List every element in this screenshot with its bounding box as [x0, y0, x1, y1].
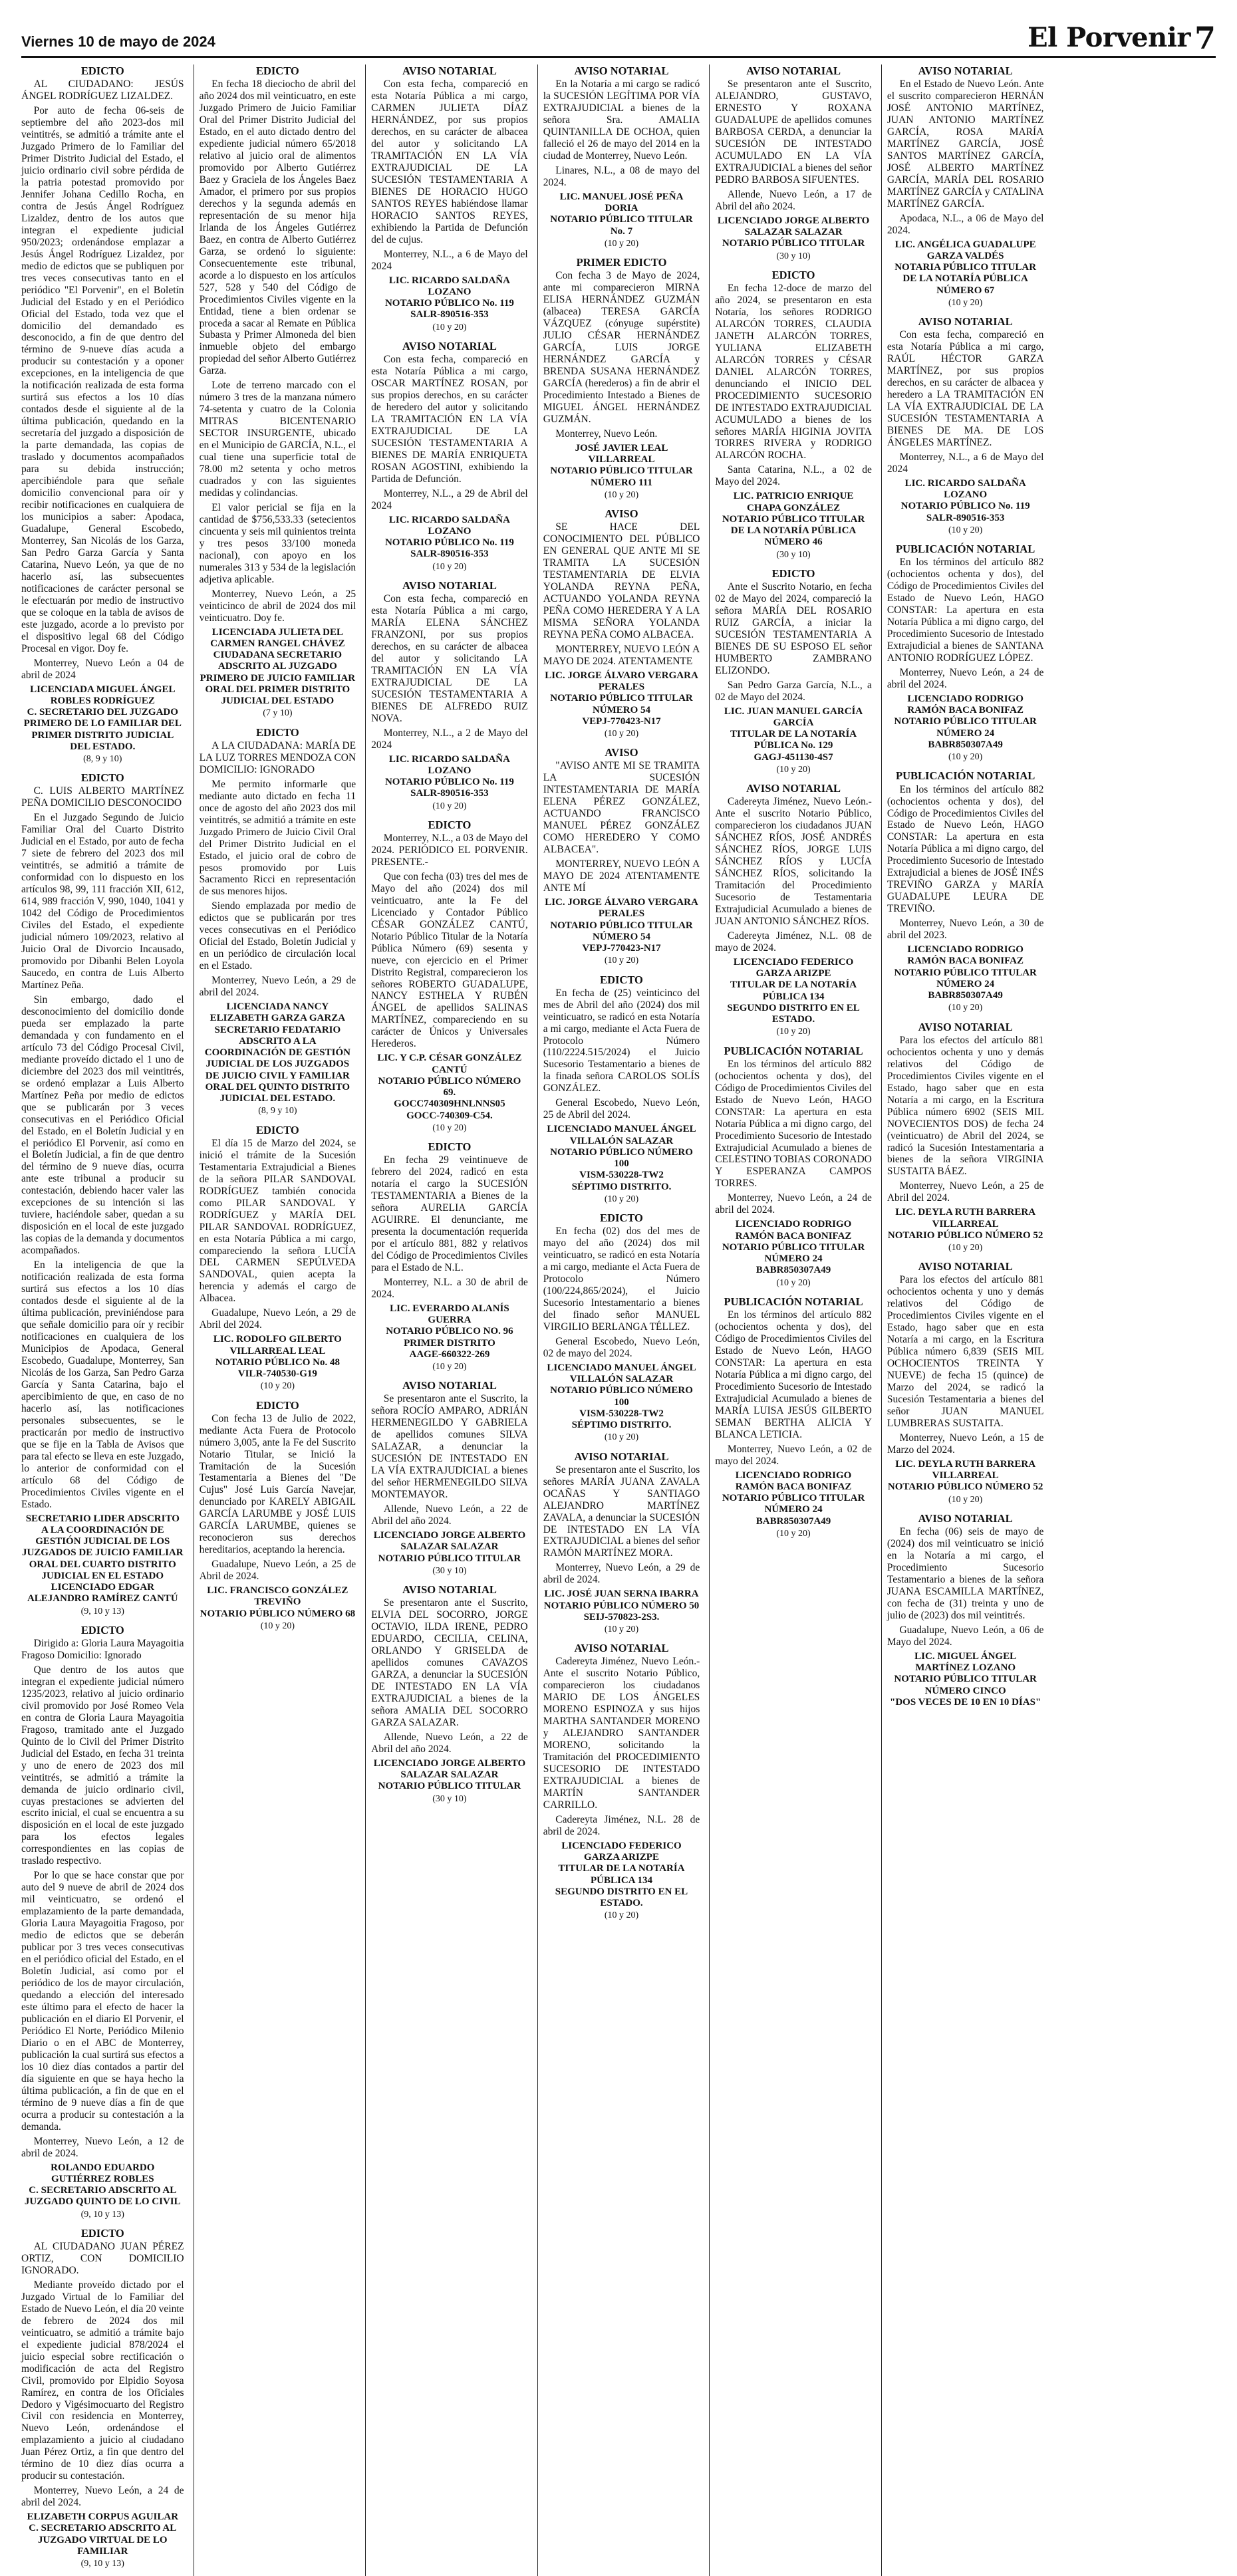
legal-notice [371, 1583, 528, 1805]
notice-paragraph: Monterrey, Nuevo León, a 24 de abril del 2024. [887, 667, 1044, 690]
notice-title: EDICTO [80, 771, 124, 785]
notice-signature: LICENCIADO JORGE ALBERTO SALAZAR SALAZAR NOTARIO PÚBLICO TITULAR [373, 1530, 526, 1564]
masthead [21, 19, 1216, 58]
notice-title: AVISO NOTARIAL [574, 1642, 669, 1655]
notice-paragraph: C. LUIS ALBERTO MARTÍNEZ PEÑA DOMICILIO DESCONOCIDO [21, 785, 184, 809]
legal-notice [21, 771, 184, 1616]
publication-dates: (8, 9 y 10) [83, 754, 122, 765]
notice-paragraph: A LA CIUDADANA: MARÍA DE LA LUZ TORRES MENDOZA CON DOMICILIO: IGNORADO [199, 739, 356, 775]
publication-dates: (9, 10 y 13) [80, 2209, 124, 2220]
legal-notice [715, 782, 872, 1037]
publication-dates: (30 y 10) [432, 1565, 467, 1576]
notice-signature: LICENCIADO FEDERICO GARZA ARIZPE TITULAR DE LA NOTARÍA PÚBLICA 134 SEGUNDO DISTRITO EN EL ESTADO. [727, 956, 860, 1025]
notice-signature: LIC. JOSÉ JUAN SERNA IBARRA NOTARIO PÚBLICO NÚMERO 50 SEIJ-570823-2S3. [543, 1589, 700, 1622]
legal-notice [371, 819, 528, 1134]
publication-dates: (10 y 20) [604, 1624, 639, 1635]
notice-signature: LIC. EVERARDO ALANÍS GUERRA NOTARIO PÚBLICO NO. 96 PRIMER DISTRITO AAGE-660322-269 [386, 1303, 513, 1360]
column-6 [881, 64, 1044, 2576]
legal-notice [543, 1450, 700, 1636]
publication-dates: (10 y 20) [604, 956, 639, 966]
notice-paragraph: Cadereyta Jiménez, N.L. 08 de mayo de 2024. [715, 930, 872, 954]
column-2 [194, 64, 356, 2576]
publication-dates: (10 y 20) [604, 238, 639, 249]
legal-notice [887, 543, 1044, 763]
notice-paragraph: Monterrey, Nuevo León, a 29 de abril de 2024. [543, 1562, 700, 1586]
publication-dates: (30 y 10) [776, 251, 811, 261]
notice-title: AVISO NOTARIAL [746, 64, 841, 77]
issue-date: Viernes 10 de mayo de 2024 [21, 33, 215, 50]
page-number: 7 [1194, 20, 1216, 56]
notice-title: AVISO NOTARIAL [402, 64, 497, 77]
publication-dates: (10 y 20) [776, 1027, 811, 1037]
notice-paragraph: Con esta fecha, compareció en esta Notaría Pública a mi cargo, MARÍA ELENA SÁNCHEZ FRANZONI, por sus propios derechos, en su carácter de albacea del autor y solicitando LA TRAMITACIÓN EN LA VÍA EXTRAJUDICIAL DE LA SUCESIÓN TESTAMENTARIA A BIENES DE ALFREDO RUIZ NOVA. [371, 592, 528, 724]
publication-dates: (30 y 10) [776, 549, 811, 560]
notice-title: AVISO NOTARIAL [918, 64, 1013, 77]
notice-paragraph: Monterrey, N.L., a 2 de Mayo del 2024 [371, 727, 528, 751]
notice-title: AVISO [605, 507, 638, 520]
notice-paragraph: Con esta fecha, compareció en esta Notaría Pública a mi cargo, OSCAR MARTÍNEZ ROSAN, por sus propios derechos, en su carácter de heredero del autor y solicitando LA TRAMITACIÓN EN LA VÍA EXTRAJUDICIAL DE LA SUCESIÓN TESTAMENTARIA A BIENES DE MARÍA ENRIQUETA ROSAN AGOSTINI, exhibiendo la Partida de Defunción. [371, 353, 528, 485]
notice-paragraph: General Escobedo, Nuevo León, 25 de Abril del 2024. [543, 1097, 700, 1121]
column-4 [537, 64, 700, 2576]
legal-notice [715, 1045, 872, 1289]
notice-paragraph: Santa Catarina, N.L., a 02 de Mayo del 2024. [715, 464, 872, 488]
notice-signature: ELIZABETH CORPUS AGUILAR C. SECRETARIO ADSCRITO AL JUZGADO VIRTUAL DE LO FAMILIAR [27, 2512, 179, 2557]
legal-notice [21, 2227, 184, 2570]
notice-paragraph: En fecha 12-doce de marzo del año 2024, se presentaron en esta Notaría, los señores RODRIGO ALARCÓN TORRES, CLAUDIA JANETH ALARCÓN TORRES, YULIANA ELIZABETH ALARCÓN TORRES y CÉSAR DANIEL ALARCÓN TORRES, denunciando el INICIO DEL PROCEDIMIENTO SUCESORIO DE INTESTADO EXTRAJUDICIAL ACUMULADO a bienes de los señores MARÍA HIGINIA JOVITA TORRES RIVERA y RODRIGO ALARCÓN ROCHA. [715, 282, 872, 461]
notice-signature: LICENCIADO RODRIGO RAMÓN BACA BONIFAZ NOTARIO PÚBLICO TITULAR NÚMERO 24 BABR850307A49 [722, 1470, 865, 1527]
notice-signature: LIC. JORGE ÁLVARO VERGARA PERALES NOTARIO PÚBLICO TITULAR NÚMERO 54 VEPJ-770423-N17 [545, 670, 698, 727]
notice-paragraph: Que dentro de los autos que integran el expediente judicial número 1235/2023, relativo al juicio ordinario civil promovido por José Romeo Vela en contra de Gloria Laura Mayagoitia Fragoso, tramitado ante el Juzgado Quinto de lo Civil del Primer Distrito Judicial del Estado, en fecha 31 treinta y uno de enero de 2023 dos mil veintitrés, se admitió a trámite la demanda de juicio ordinario civil, cuyas prestaciones se advierten del escrito inicial, el cual se encuentra a su disposición en el local de este juzgado para los efectos legales correspondientes en las copias de traslado respectivo. [21, 1664, 184, 1867]
publication-dates: (10 y 20) [260, 1381, 295, 1392]
notices-grid [21, 64, 1216, 2569]
publication-dates: (10 y 20) [604, 489, 639, 500]
notice-signature: LICENCIADO FEDERICO GARZA ARIZPE TITULAR DE LA NOTARÍA PÚBLICA 134 SEGUNDO DISTRITO EN EL ESTADO. [555, 1840, 688, 1909]
notice-signature: LICENCIADO JORGE ALBERTO SALAZAR SALAZAR NOTARIO PÚBLICO TITULAR [717, 215, 870, 249]
column-3 [365, 64, 528, 2576]
notice-paragraph: En fecha 29 veintinueve de febrero del 2024, radicó en esta notaría el cargo la SUCESIÓN TESTAMENTARIA a Bienes de la señora AURELIA GARCÍA AGUIRRE. El denunciante, me presenta la documentación requerida por el artículo 881, 882 y relativos del Código de Procedimientos Civiles para el Estado de N.L. [371, 1154, 528, 1273]
notice-paragraph: Allende, Nuevo León, a 22 de Abril del año 2024. [371, 1731, 528, 1755]
notice-signature: LIC. RICARDO SALDAÑA LOZANO NOTARIO PÚBLICO No. 119 SALR-890516-353 [384, 514, 514, 560]
notice-signature: LICENCIADA NANCY ELIZABETH GARZA GARZA SECRETARIO FEDATARIO ADSCRITO A LA COORDINACIÓN DE GESTIÓN JUDICIAL DE LOS JUZGADOS DE JUICIO CIVIL Y FAMILIAR ORAL DEL QUINTO DISTRITO JUDICIAL DEL ESTADO. [204, 1001, 350, 1104]
legal-notice [887, 315, 1044, 536]
publication-dates: (10 y 20) [432, 1362, 467, 1372]
notice-paragraph: En la Notaría a mi cargo se radicó la SUCESIÓN LEGÍTIMA POR VÍA EXTRAJUDICIAL a bienes de la señora Sra. AMALIA QUINTANILLA DE OCHOA, quien falleció el 26 de mayo del 2014 en la ciudad de Monterrey, Nuevo León. [543, 78, 700, 162]
publication-dates: (10 y 20) [604, 1194, 639, 1204]
legal-notice [371, 340, 528, 573]
publication-dates: (10 y 20) [948, 297, 983, 308]
legal-notice [371, 64, 528, 333]
notice-paragraph: Monterrey, Nuevo León, a 24 de abril del 2024. [21, 2485, 184, 2509]
notice-paragraph: SE HACE DEL CONOCIMIENTO DEL PÚBLICO EN GENERAL QUE ANTE MI SE TRAMITA LA SUCESIÓN TESTAMENTARIA DE ELVIA YOLANDA REYNA PEÑA, ACTUANDO YOLANDA REYNA PEÑA COMO HEREDERA Y A LA MISMA SEÑORA YOLANDA REYNA PEÑA COMO ALBACEA. [543, 521, 700, 640]
notice-paragraph: Monterrey, Nuevo León. [555, 428, 658, 440]
notice-paragraph: Para los efectos del artículo 881 ochocientos ochenta y uno y demás relativos del Código de Procedimientos Civiles vigente en el Estado, hago saber que en esta Notaría a mi cargo, en la Escritura Pública número 6902 (SEIS MIL NOVECIENTOS DOS) de fecha 24 (veinticuatro) de Abril del 2024, se radicó la Sucesión Intestamentaria a bienes de la señora VIRGINIA SUSTAITA BÁEZ. [887, 1034, 1044, 1178]
legal-notice [543, 64, 700, 249]
legal-notice [543, 746, 700, 966]
publication-dates: (10 y 20) [432, 561, 467, 572]
notice-paragraph: En fecha 18 dieciocho de abril del año 2024 dos mil veinticuatro, en este Juzgado Primero de Juicio Familiar Oral del Primer Distrito Judicial del Estado, en el auto dictado dentro del expediente judicial número 65/2018 relativo al juicio oral de alimentos promovido por Alberto Gutiérrez Baez y Graciela de los Ángeles Baez Amador, el primero por sus propios derechos y la segunda además en representación de su menor hija Irlanda de los Ángeles Gutiérrez Baez, en contra de Alberto Gutiérrez Garza, se ordenó lo siguiente: Consecuentemente este tribunal, acorde a lo dispuesto en los artículos 527, 528 y 540 del Código de Procedimientos Civiles vigente en la Entidad, tiene a bien ordenar se proceda a sacar al Remate en Pública Subasta y Primer Almoneda del bien inmueble objeto del embargo propiedad del señor Alberto Gutiérrez Garza. [199, 78, 356, 377]
notice-title: EDICTO [428, 1140, 472, 1154]
notice-paragraph: En el Estado de Nuevo León. Ante el suscrito comparecieron HERNÁN JOSÉ ANTONIO MARTÍNEZ, JUAN ANTONIO MARTÍNEZ GARCÍA, ROSA MARÍA MARTÍNEZ GARCÍA, JOSÉ SANTOS MARTÍNEZ GARCÍA, JOSÉ ALBERTO MARTÍNEZ GARCÍA, MARÍA DEL ROSARIO MARTÍNEZ GARCÍA y CATALINA MARTÍNEZ GARCÍA. [887, 78, 1044, 209]
notice-paragraph: Monterrey, Nuevo León, a 12 de abril de 2024. [21, 2135, 184, 2159]
notice-title: AVISO NOTARIAL [746, 782, 841, 795]
legal-notice [715, 1295, 872, 1539]
notice-signature: LIC. RICARDO SALDAÑA LOZANO NOTARIO PÚBLICO No. 119 SALR-890516-353 [384, 753, 514, 799]
notice-paragraph: Monterrey, Nuevo León, a 24 de abril del 2024. [715, 1192, 872, 1216]
notice-title: AVISO NOTARIAL [402, 1379, 497, 1392]
notice-title: EDICTO [771, 268, 815, 281]
notice-title: EDICTO [255, 1398, 299, 1412]
notice-signature: LIC. DEYLA RUTH BARRERA VILLARREAL NOTARIO PÚBLICO NÚMERO 52 [887, 1458, 1043, 1493]
notice-signature: LICENCIADO RODRIGO RAMÓN BACA BONIFAZ NOTARIO PÚBLICO TITULAR NÚMERO 24 BABR850307A49 [894, 944, 1037, 1001]
newspaper-logo [1028, 22, 1216, 56]
notice-signature: LIC. MIGUEL ÁNGEL MARTÍNEZ LOZANO NOTARIO PÚBLICO TITULAR NÚMERO CINCO "DOS VECES DE 10 EN 10 DÍAS" [890, 1650, 1041, 1708]
notice-paragraph: MONTERREY, NUEVO LEÓN A MAYO DE 2024. ATENTAMENTE [543, 643, 700, 667]
notice-signature: LIC. FRANCISCO GONZÁLEZ TREVIÑO NOTARIO PÚBLICO NÚMERO 68 [200, 1585, 356, 1619]
notice-paragraph: Monterrey, Nuevo León, a 02 de mayo del 2024. [715, 1443, 872, 1467]
notice-signature: LIC. ANGÉLICA GUADALUPE GARZA VALDÉS NOTARIA PÚBLICO TITULAR DE LA NOTARÍA PÚBLICA NÚMERO 67 [894, 239, 1037, 296]
notice-signature: LICENCIADA MIGUEL ÁNGEL ROBLES RODRÍGUEZ C. SECRETARIO DEL JUZGADO PRIMERO DE LO FAMILIAR DEL PRIMER DISTRITO JUDICIAL DEL ESTADO. [23, 684, 182, 752]
notice-paragraph: Monterrey, Nuevo León, a 15 de Marzo del 2024. [887, 1432, 1044, 1456]
notice-paragraph: Se presentaron ante el Suscrito, ALEJANDRO, GUSTAVO, ERNESTO Y ROXANA GUADALUPE de apellidos comunes BARBOSA CERDA, a denunciar la SUCESIÓN DE INTESTADO ACUMULADO EN LA VÍA EXTRAJUDICIAL a bienes del señor PEDRO BARBOSA SIFUENTES. [715, 78, 872, 186]
publication-dates: (10 y 20) [948, 752, 983, 763]
notice-title: EDICTO [600, 1212, 643, 1225]
legal-notice [715, 269, 872, 561]
notice-title: AVISO NOTARIAL [918, 1511, 1013, 1525]
legal-notice [371, 1140, 528, 1372]
publication-dates: (10 y 20) [604, 1432, 639, 1443]
column-5 [709, 64, 872, 2576]
notice-paragraph: Por lo que se hace constar que por auto del 9 nueve de abril de 2024 dos mil veinticuatro, se ordenó el emplazamiento de la parte demandada, Gloria Laura Mayagoitia Fragoso, por medio de edictos que se deberán publicar por 3 tres veces consecutivas en el periódico oficial del Estado, en el Boletín Judicial, así como por el periódico de los de mayor circulación, quedando a elección del interesado este último para el efecto de hacer la publicación en el diario El Porvenir, el Periódico El Norte, Periódico Milenio Diario o en el ABC de Monterrey, publicación la cual surtirá sus efectos a los 10 diez días contados a partir del día siguiente en que se haya hecho la última publicación, a fin de que en el término de 9 nueve días a fin de que ocurra a producir su contestación a la demanda. [21, 1870, 184, 2132]
notice-title: AVISO [605, 746, 638, 759]
publication-dates: (10 y 20) [948, 525, 983, 535]
publication-dates: (30 y 10) [432, 1793, 467, 1804]
publication-dates: (10 y 20) [776, 1277, 811, 1288]
legal-notice [887, 1021, 1044, 1254]
notice-signature: LICENCIADO MANUEL ÁNGEL VILLALÓN SALAZAR NOTARIO PÚBLICO NÚMERO 100 VISM-530228-TW2 SÉPTIMO DISTRITO. [547, 1362, 696, 1431]
notice-paragraph: En los términos del artículo 882 (ochocientos ochenta y dos), del Código de Procedimientos Civiles del Estado de Nuevo León, HAGO CONSTAR: La apertura en esta Notaría Pública a mi digno cargo, del Procedimiento Sucesorio de Intestado Extrajudicial a bienes de SANTANA ANTONIO RODRÍGUEZ LÓPEZ. [887, 557, 1044, 664]
legal-notice [200, 64, 356, 719]
legal-notice [543, 1642, 700, 1921]
notice-paragraph: El valor pericial se fija en la cantidad de $756,533.33 (setecientos cincuenta y seis mil quinientos treinta y tres pesos 33/100 moneda nacional), con apoyo en los numerales 313 y 534 de la legislación adjetiva aplicable. [199, 502, 356, 585]
notice-paragraph: AL CIUDADANO JUAN PÉREZ ORTIZ, CON DOMICILIO IGNORADO. [21, 2240, 184, 2276]
notice-title: EDICTO [600, 973, 643, 986]
notice-paragraph: En los términos del artículo 882 (ochocientos ochenta y dos), del Código de Procedimientos Civiles del Estado de Nuevo León, HAGO CONSTAR: La apertura en esta Notaría Pública a mi digno cargo, del Procedimiento Sucesorio de Intestado Extrajudicial Acumulado a bienes de MARÍA LUISA JESÚS GILBERTO SEMAN BERTHA ALICIA Y BLANCA LETICIA. [715, 1309, 872, 1440]
publication-dates: (7 y 10) [263, 708, 293, 719]
notice-signature: LIC. MANUEL JOSÉ PEÑA DORIA NOTARIO PÚBLICO TITULAR No. 7 [550, 191, 693, 237]
notice-paragraph: Siendo emplazada por medio de edictos que se publicarán por tres veces consecutivas en el Periódico Oficial del Estado, Boletín Judicial y en un periódico de circulación local en el Estado. [199, 900, 356, 972]
notice-title: EDICTO [428, 818, 472, 831]
notice-paragraph: Monterrey, N.L., a 6 de Mayo del 2024 [371, 248, 528, 272]
notice-paragraph: Allende, Nuevo León, a 22 de Abril del año 2024. [371, 1503, 528, 1527]
notice-paragraph: Con esta fecha, compareció en esta Notaría Pública a mi cargo, RAÚL HÉCTOR GARZA MARTÍNEZ, por sus propios derechos, en su carácter de albacea y heredero a LA TRAMITACIÓN EN LA VÍA EXTRAJUDICIAL DE LA SUCESIÓN TESTAMENTARIA A BIENES DE MA. DE LOS ÁNGELES MARTÍNEZ. [887, 329, 1044, 449]
notice-title: AVISO NOTARIAL [574, 1450, 669, 1463]
notice-title: AVISO NOTARIAL [918, 315, 1013, 328]
notice-title: PUBLICACIÓN NOTARIAL [896, 543, 1035, 556]
notice-paragraph: Cadereyta Jiménez, Nuevo León.- Ante el suscrito Notario Público, comparecieron los ciudadanos JUAN SÁNCHEZ RÍOS, JOSÉ ANDRÉS SÁNCHEZ RÍOS, JORGE LUIS SÁNCHEZ RÍOS y LUCÍA SÁNCHEZ RÍOS, solicitando la Tramitación del Procedimiento Sucesorio de Testamentaria Extrajudicial Acumulado a bienes de JUAN ANTONIO SÁNCHEZ RÍOS. [715, 796, 872, 927]
notice-paragraph: Guadalupe, Nuevo León, a 29 de Abril del 2024. [199, 1307, 356, 1331]
notice-paragraph: AL CIUDADANO: JESÚS ÁNGEL RODRÍGUEZ LIZALDEZ. [21, 78, 184, 102]
legal-notice [887, 64, 1044, 309]
legal-notice [200, 726, 356, 1117]
notice-title: EDICTO [80, 1623, 124, 1636]
notice-signature: LIC. PATRICIO ENRIQUE CHAPA GONZÁLEZ NOTARIO PÚBLICO TITULAR DE LA NOTARÍA PÚBLICA NÚMERO 46 [722, 491, 865, 548]
notice-paragraph: Monterrey, N.L., a 29 de Abril del 2024 [371, 487, 528, 511]
legal-notice [21, 64, 184, 765]
notice-signature: JOSÉ JAVIER LEAL VILLARREAL NOTARIO PÚBLICO TITULAR NÚMERO 111 [550, 442, 693, 488]
legal-notice [887, 1512, 1044, 1708]
notice-paragraph: Me permito informarle que mediante auto dictado en fecha 11 once de agosto del año 2023 dos mil veintitrés, se admitió a trámite en este Juzgado Primero de Juicio Civil Oral del Primer Distrito Judicial en el Estado, el juicio oral de cobro de pesos promovido por Luis Sacramento Ricci en representación de sus menores hijos. [199, 778, 356, 898]
legal-notice [543, 973, 700, 1206]
brand-name: El Porvenir [1028, 22, 1190, 53]
notice-title: EDICTO [80, 2226, 124, 2240]
notice-paragraph: Monterrey, Nuevo León, a 25 de Abril del 2024. [887, 1180, 1044, 1204]
legal-notice [21, 1624, 184, 2220]
notice-title: PUBLICACIÓN NOTARIAL [896, 769, 1035, 783]
notice-signature: LIC. Y C.P. CÉSAR GONZÁLEZ CANTÚ NOTARIO PÚBLICO NÚMERO 69. GOCC740309HNLNNS05 GOCC-740309-C54. [377, 1053, 522, 1121]
notice-paragraph: Monterrey, Nuevo León, a 29 de abril del 2024. [199, 975, 356, 999]
notice-paragraph: Monterrey, Nuevo León a 04 de abril de 2024 [21, 657, 184, 681]
notice-signature: LIC. RODOLFO GILBERTO VILLARREAL LEAL NOTARIO PÚBLICO No. 48 VILR-740530-G19 [213, 1334, 342, 1380]
notice-paragraph: Monterrey, N.L., a 6 de Mayo del 2024 [887, 451, 1044, 475]
notice-paragraph: "AVISO ANTE MI SE TRAMITA LA SUCESIÓN INTESTAMENTARIA DE MARÍA ELENA PÉREZ GONZÁLEZ, ACTUANDO FRANCISCO MANUEL PÉREZ GONZÁLEZ COMO HEREDERO Y COMO ALBACEA". [543, 760, 700, 856]
notice-paragraph: En fecha de (25) veinticinco del mes de Abril del año (2024) dos mil veinticuatro, se radicó en esta Notaría a mi cargo, mediante el Acta Fuera de Protocolo Número (110/2224.515/2024) el Juicio Sucesorio Testamentario a bienes de la finada señora CAROLOS SOLÍS GONZÁLEZ. [543, 987, 700, 1095]
notice-paragraph: Por auto de fecha 06-seis de septiembre del año 2023-dos mil veintitrés, se admitió a trámite ante el Juzgado Primero de lo Familiar del Primer Distrito Judicial del Estado, el juicio ordinario civil sobre pérdida de la patria potestad promovido por Jennifer Johana Cedillo Rocha, en contra de Jesús Ángel Rodríguez Lizaldez, dentro de los autos que integran el expediente judicial 950/2023; ordenándose emplazar a Jesús Ángel Rodríguez Lizaldez, por medio de edictos que se publiquen por tres veces consecutivas tanto en el periódico "El Porvenir", en el Boletín Judicial del Estado y en el Periódico Oficial del Estado, toda vez que el domicilio del demandado es desconocido, a fin de que dentro del término de 9-nueve días acuda a producir su contestación y a oponer excepciones, en la inteligencia de que la notificación realizada de esta forma surtirá sus efectos a los 10 días contados desde el siguiente al de la última publicación, quedando en la secretaría del juzgado a disposición de la parte demandada, las copias de traslado y documentos acompañados para su debida instrucción; apercibiéndole para que señale domicilio convencional para oír y recibir notificaciones en cualquiera de los municipios a saber: Apodaca, Guadalupe, General Escobedo, Monterrey, San Nicolás de los Garza, San Pedro Garza García y Santa Catarina, Nuevo León, ya que de no hacerlo así, las subsecuentes notificaciones de carácter personal se le efectuarán por medio de instructivo que se coloque en la tabla de avisos de este juzgado, acorde a lo previsto por el dispositivo legal 68 del Código Procesal en vigor. Doy fe. [21, 105, 184, 654]
publication-dates: (10 y 20) [776, 764, 811, 775]
notice-paragraph: Con esta fecha, compareció en esta Notaría Pública a mi cargo, CARMEN JULIETA DÍAZ HERNÁNDEZ, por sus propios derechos, en su carácter de albacea del autor y solicitando LA TRAMITACIÓN EN LA VÍA EXTRAJUDICIAL DE LA SUCESIÓN TESTAMENTARIA A BIENES DE HORACIO HUGO SANTOS REYES habiéndose llamar HORACIO SANTOS REYES, exhibiendo la Partida de Defunción del de cujus. [371, 78, 528, 245]
legal-notice [371, 579, 528, 812]
notice-paragraph: General Escobedo, Nuevo León, 02 de mayo del 2024. [543, 1335, 700, 1359]
notice-paragraph: Con fecha 13 de Julio de 2022, mediante Acta Fuera de Protocolo número 3,005, ante la Fe del Suscrito Notario Titular, se Inició la Tramitación de la Sucesión Testamentaria a Bienes del "De Cujus" José Luis García Navejar, denunciado por KARELY ABIGAIL GARCÍA LARUMBE y JOSÉ LUIS GARCÍA LARUMBE, quienes se reconocieron sus derechos hereditarios, aceptando la herencia. [199, 1412, 356, 1556]
notice-paragraph: Cadereyta Jiménez, N.L. 28 de abril de 2024. [543, 1814, 700, 1838]
legal-notice [543, 507, 700, 739]
notice-paragraph: Apodaca, N.L., a 06 de Mayo del 2024. [887, 212, 1044, 236]
publication-dates: (10 y 20) [948, 1494, 983, 1505]
publication-dates: (10 y 20) [260, 1620, 295, 1631]
publication-dates: (10 y 20) [948, 1003, 983, 1013]
publication-dates: (9, 10 y 13) [80, 2559, 124, 2569]
notice-paragraph: Allende, Nuevo León, a 17 de Abril del año 2024. [715, 188, 872, 212]
notice-paragraph: Dirigido a: Gloria Laura Mayagoitia Fragoso Domicilio: Ignorado [21, 1637, 184, 1661]
notice-title: EDICTO [255, 64, 299, 77]
notice-title: EDICTO [255, 1123, 299, 1136]
notice-paragraph: En fecha (06) seis de mayo de (2024) dos mil veinticuatro se inició en la Notaría a mi cargo, el Procedimiento Sucesorio Testamentario a bienes de la señora JUANA ESCAMILLA MARTÍNEZ, con fecha de (31) treinta y uno de julio de (2023) dos mil veintitrés. [887, 1526, 1044, 1621]
publication-dates: (10 y 20) [604, 1910, 639, 1921]
notice-signature: LIC. DEYLA RUTH BARRERA VILLARREAL NOTARIO PÚBLICO NÚMERO 52 [887, 1207, 1043, 1241]
notice-title: PRIMER EDICTO [576, 256, 667, 269]
notice-paragraph: Monterrey, Nuevo León, a 30 de abril del 2023. [887, 918, 1044, 942]
notice-paragraph: En el Juzgado Segundo de Juicio Familiar Oral del Cuarto Distrito Judicial en el Estado, por auto de fecha 7 siete de febrero del 2023 dos mil veintitrés, se admitió a trámite de conformidad con lo dispuesto en los artículos 98, 99, 111 fracción XII, 612, 614, 989 fracción V, 990, 1040, 1041 y 1042 del Código de Procedimientos Civiles del Estado, el expediente judicial número 109/2023, relativo al Juicio Oral de Divorcio Incausado, promovido por Dibanhi Belen Loyola Saucedo, en contra de Luis Alberto Martínez Peña. [21, 812, 184, 991]
legal-notice [887, 769, 1044, 1013]
notice-paragraph: Se presentaron ante el Suscrito, la señora ROCÍO AMPARO, ADRIÁN HERMENEGILDO Y GABRIELA de apellidos comunes SILVA SALAZAR, a denunciar la SUCESIÓN DE INTESTADO EN LA VÍA EXTRAJUDICIAL a bienes del señor HERMENEGILDO SILVA MONTEMAYOR. [371, 1393, 528, 1501]
publication-dates: (10 y 20) [432, 322, 467, 332]
notice-title: AVISO NOTARIAL [574, 64, 669, 77]
notice-paragraph: En los términos del artículo 882 (ochocientos ochenta y dos), del Código de Procedimientos Civiles del Estado de Nuevo León, HAGO CONSTAR: La apertura en esta Notaría Pública a mi digno cargo, del Procedimiento Sucesorio de Intestado Extrajudicial Acumulado a bienes de CELESTINO TOBIAS CORONADO Y ESPERANZA CAMPOS TORRES. [715, 1058, 872, 1190]
notice-signature: SECRETARIO LIDER ADSCRITO A LA COORDINACIÓN DE GESTIÓN JUDICIAL DE LOS JUZGADOS DE JUICIO FAMILIAR ORAL DEL CUARTO DISTRITO JUDICIAL EN EL ESTADO LICENCIADO EDGAR ALEJANDRO RAMÍREZ CANTÚ [21, 1513, 184, 1605]
publication-dates: (10 y 20) [432, 801, 467, 811]
notice-title: AVISO NOTARIAL [402, 1583, 497, 1597]
notice-paragraph: Monterrey, Nuevo León, a 25 veinticinco de abril de 2024 dos mil veinticuatro. Doy fe. [199, 588, 356, 624]
legal-notice [543, 256, 700, 501]
publication-dates: (8, 9 y 10) [258, 1106, 297, 1116]
notice-signature: LICENCIADO JORGE ALBERTO SALAZAR SALAZAR NOTARIO PÚBLICO TITULAR [373, 1757, 526, 1792]
legal-notice [200, 1399, 356, 1632]
notice-title: PUBLICACIÓN NOTARIAL [724, 1044, 863, 1057]
column-1 [21, 64, 184, 2576]
notice-signature: LIC. JUAN MANUEL GARCÍA GARCÍA TITULAR DE LA NOTARÍA PÚBLICA No. 129 GAGJ-451130-4S7 [724, 706, 863, 763]
legal-notice [200, 1124, 356, 1392]
notice-paragraph: Sin embargo, dado el desconocimiento del domicilio donde pueda ser emplazado la parte demandada y con fundamento en el artículo 73 del Código Procesal Civil, mediante proveído dictado el 1 uno de diciembre del 2023 dos mil veintitrés, se ordenó emplazar a Luis Alberto Martínez Peña por medio de edictos que se publicarán por 3 veces consecutivas en el Periódico Oficial del Estado, en el Boletín Judicial y en el periódico El Porvenir, así como en el Boletín Judicial, a fin de que dentro del término de 9 nueve días, ocurra ante este tribunal a producir su contestación, debiendo hacer valer las excepciones de su intención si las tuviere, haciéndole saber, quedan a su disposición en el local de este juzgado las copias de la demanda y documentos acompañados. [21, 993, 184, 1257]
publication-dates: (10 y 20) [948, 1243, 983, 1253]
notice-paragraph: En los términos del artículo 882 (ochocientos ochenta y dos), del Código de Procedimientos Civiles del Estado de Nuevo León, HAGO CONSTAR: La apertura en esta Notaría Pública a mi digno cargo, del Procedimiento Sucesorio de Intestado Extrajudicial a bienes de JOSÉ INÉS TREVIÑO GARZA y MARÍA GUADALUPE LEURA DE TREVIÑO. [887, 783, 1044, 915]
notice-paragraph: MONTERREY, NUEVO LEÓN A MAYO DE 2024 ATENTAMENTE ANTE MÍ [543, 858, 700, 894]
notice-title: AVISO NOTARIAL [402, 579, 497, 592]
notice-signature: LICENCIADA JULIETA DEL CARMEN RANGEL CHÁVEZ CIUDADANA SECRETARIO ADSCRITO AL JUZGADO PRIMERO DE JUICIO FAMILIAR ORAL DEL PRIMER DISTRITO JUDICIAL DEL ESTADO [200, 626, 356, 707]
notice-paragraph: Cadereyta Jiménez, Nuevo León.- Ante el suscrito Notario Público, comparecieron los ciudadanos MARIO DE LOS ÁNGELES MORENO ESPINOZA y sus hijos MARTHA SANTANDER MORENO y ALEJANDRO SANTANDER MORENO, solicitando la Tramitación del PROCEDIMIENTO SUCESORIO DE INTESTADO EXTRAJUDICIAL a bienes de MARTÍN SANTANDER CARRILLO. [543, 1656, 700, 1811]
publication-dates: (9, 10 y 13) [80, 1606, 124, 1616]
notice-paragraph: Ante el Suscrito Notario, en fecha 02 de Mayo del 2024, compareció la señora MARÍA DEL ROSARIO RUIZ GARCÍA, a iniciar la SUCESIÓN TESTAMENTARIA A BIENES DE SU ESPOSO EL señor HUMBERTO ZAMBRANO ELIZONDO. [715, 580, 872, 676]
legal-notice [371, 1379, 528, 1577]
notice-title: PUBLICACIÓN NOTARIAL [724, 1295, 863, 1308]
legal-notice [887, 1260, 1044, 1505]
notice-paragraph: Guadalupe, Nuevo León, a 06 de Mayo del 2024. [887, 1624, 1044, 1648]
legal-notice [715, 64, 872, 262]
notice-signature: LIC. JORGE ÁLVARO VERGARA PERALES NOTARIO PÚBLICO TITULAR NÚMERO 54 VEPJ-770423-N17 [545, 897, 698, 954]
legal-notice [715, 567, 872, 775]
publication-dates: (10 y 20) [432, 1122, 467, 1133]
notice-paragraph: Lote de terreno marcado con el número 3 tres de la manzana número 74-setenta y cuatro de la Colonia MITRAS BICENTENARIO SECTOR INSURGENTE, ubicado en el Municipio de GARCÍA, N.L., el cual tiene una superficie total de 78.00 m2 setenta y ocho metros cuadrados y con las siguientes medidas y colindancias. [199, 380, 356, 499]
notice-paragraph: En la inteligencia de que la notificación realizada de esta forma surtirá sus efectos a los 10 días contados desde el siguiente al de la última publicación, previniéndose para que señale domicilio para oír y recibir notificaciones en cualquiera de los Municipios de Apodaca, General Escobedo, Guadalupe, Monterrey, San Nicolás de los Garza, San Pedro Garza García y Santa Catarina, bajo el apercibimiento de que, en caso de no hacerlo así, las notificaciones personales subsecuentes, se le practicarán por medio de instructivo que se fije en la Tabla de Avisos que para tal efecto se lleva en este Juzgado, lo anterior de conformidad con el artículo 68 del Código de Procedimientos Civiles vigente en el Estado. [21, 1259, 184, 1510]
legal-notice [543, 1212, 700, 1444]
notice-signature: LIC. RICARDO SALDAÑA LOZANO NOTARIO PÚBLICO No. 119 SALR-890516-353 [900, 477, 1030, 523]
notice-paragraph: Monterrey, N.L., a 03 de Mayo del 2024. PERIÓDICO EL PORVENIR. PRESENTE.- [371, 832, 528, 868]
notice-paragraph: Monterrey, N.L. a 30 de abril de 2024. [371, 1276, 528, 1300]
notice-signature: ROLANDO EDUARDO GUTIÉRREZ ROBLES C. SECRETARIO ADSCRITO AL JUZGADO QUINTO DE LO CIVIL [24, 2162, 181, 2208]
notice-paragraph: Linares, N.L., a 08 de mayo del 2024. [543, 164, 700, 188]
notice-title: EDICTO [80, 64, 124, 77]
notice-signature: LIC. RICARDO SALDAÑA LOZANO NOTARIO PÚBLICO No. 119 SALR-890516-353 [384, 275, 514, 321]
notice-paragraph: Mediante proveído dictado por el Juzgado Virtual de lo Familiar del Estado de Nuevo León, el día 20 veinte de febrero de 2024 dos mil veinticuatro, se admitió a trámite bajo el expediente judicial 878/2024 el juicio especial sobre rectificación o modificación de acta del Registro Civil, promovido por Elpidio Soyosa Ramírez, en contra de los Oficiales Dedoro y Vigésimocuarto del Registro Civil con residencia en Monterrey, Nuevo León, ordenándose el emplazamiento a juicio al ciudadano Juan Pérez Ortiz, a fin que dentro del término de 10 diez días ocurra a producir su contestación. [21, 2279, 184, 2482]
notice-signature: LICENCIADO RODRIGO RAMÓN BACA BONIFAZ NOTARIO PÚBLICO TITULAR NÚMERO 24 BABR850307A49 [894, 693, 1037, 750]
notice-title: AVISO NOTARIAL [402, 339, 497, 352]
notice-paragraph: Para los efectos del artículo 881 ochocientos ochenta y uno y demás relativos del Código de Procedimientos Civiles vigente en el Estado, hago saber que en esta Notaría a mi cargo, en la Escritura Pública número 6,839 (SEIS MIL OCHOCIENTOS TREINTA Y NUEVE) de fecha 15 (quince) de Marzo del 2024, se radicó la Sucesión Testamentaria a bienes del señor JUAN MANUEL LUMBRERAS SUSTAITA. [887, 1274, 1044, 1430]
notice-paragraph: Guadalupe, Nuevo León, a 25 de Abril de 2024. [199, 1559, 356, 1583]
notice-paragraph: Se presentaron ante el Suscrito, los señores MARÍA JUANA ZAVALA OCAÑAS Y SANTIAGO ALEJANDRO MARTÍNEZ ZAVALA, a denunciar la SUCESIÓN DE INTESTADO EN LA VÍA EXTRAJUDICIAL a bienes del señor RAMÓN MARTÍNEZ MORA. [543, 1464, 700, 1559]
notice-signature: LICENCIADO MANUEL ÁNGEL VILLALÓN SALAZAR NOTARIO PÚBLICO NÚMERO 100 VISM-530228-TW2 SÉPTIMO DISTRITO. [547, 1124, 696, 1192]
notice-paragraph: Con fecha 3 de Mayo de 2024, ante mi comparecieron MIRNA ELISA HERNÁNDEZ GUZMÁN (albacea) TERESA GARCÍA VÁZQUEZ (cónyuge supérstite) JULIO CÉSAR HERNÁNDEZ GARCÍA, LUIS JORGE HERNÁNDEZ GARCÍA y BRENDA SUSANA HERNÁNDEZ GARCÍA (herederos) a fin de abrir el Procedimiento Intestado a Bienes de MIGUEL ÁNGEL HERNÁNDEZ GUZMÁN. [543, 270, 700, 425]
notice-title: AVISO NOTARIAL [918, 1020, 1013, 1033]
notice-paragraph: Que con fecha (03) tres del mes de Mayo del año (2024) dos mil veinticuatro, ante la Fe del Licenciado y Contador Público CÉSAR GONZÁLEZ CANTÚ, Notario Público Titular de la Notaría Pública Número (69) sesenta y nueve, con ejercicio en el Primer Distrito Registral, comparecieron los señores ROBERTO GUADALUPE, NANCY ESTHELA Y RUBÉN ÁNGEL de apellidos SALINAS MARTÍNEZ, compareciendo en su carácter de Únicos y Universales Herederos. [371, 870, 528, 1050]
notice-paragraph: El día 15 de Marzo del 2024, se inició el trámite de la Sucesión Testamentaria Extrajudicial a Bienes de la señora PILAR SANDOVAL RODRÍGUEZ también conocida como PILAR SANDOVAL Y RODRÍGUEZ y MARÍA DEL PILAR SANDOVAL RODRÍGUEZ, en esta Notaría Pública a mi cargo, compareciendo la señora LUCÍA DEL CARMEN SEPÚLVEDA SANDOVAL, quien acepta la herencia y además el cargo de Albacea. [199, 1137, 356, 1305]
notice-paragraph: Se presentaron ante el Suscrito, ELVIA DEL SOCORRO, JORGE OCTAVIO, ILDA IRENE, PEDRO EDUARDO, CECILIA, CELINA, ORLANDO Y GRISELDA de apellidos comunes CAVAZOS GARZA, a denunciar la SUCESIÓN DE INTESTADO EN LA VÍA EXTRAJUDICIAL a bienes de la señora AMALIA DEL SOCORRO GARZA SALAZAR. [371, 1597, 528, 1728]
notice-paragraph: San Pedro Garza García, N.L., a 02 de Mayo del 2024. [715, 679, 872, 703]
notice-signature: LICENCIADO RODRIGO RAMÓN BACA BONIFAZ NOTARIO PÚBLICO TITULAR NÚMERO 24 BABR850307A49 [722, 1219, 865, 1276]
notice-title: AVISO NOTARIAL [918, 1260, 1013, 1273]
notice-paragraph: En fecha (02) dos del mes de mayo del año (2024) dos mil veinticuatro, se radicó en esta Notaría a mi cargo, mediante el Acta Fuera de Protocolo Número (100/224,865/2024), el Juicio Sucesorio Intestamentario a bienes del finado señor MANUEL VIRGILIO BERLANGA TÉLLEZ. [543, 1225, 700, 1333]
notice-title: EDICTO [255, 725, 299, 739]
notice-title: EDICTO [771, 567, 815, 580]
publication-dates: (10 y 20) [604, 729, 639, 739]
publication-dates: (10 y 20) [776, 1528, 811, 1539]
